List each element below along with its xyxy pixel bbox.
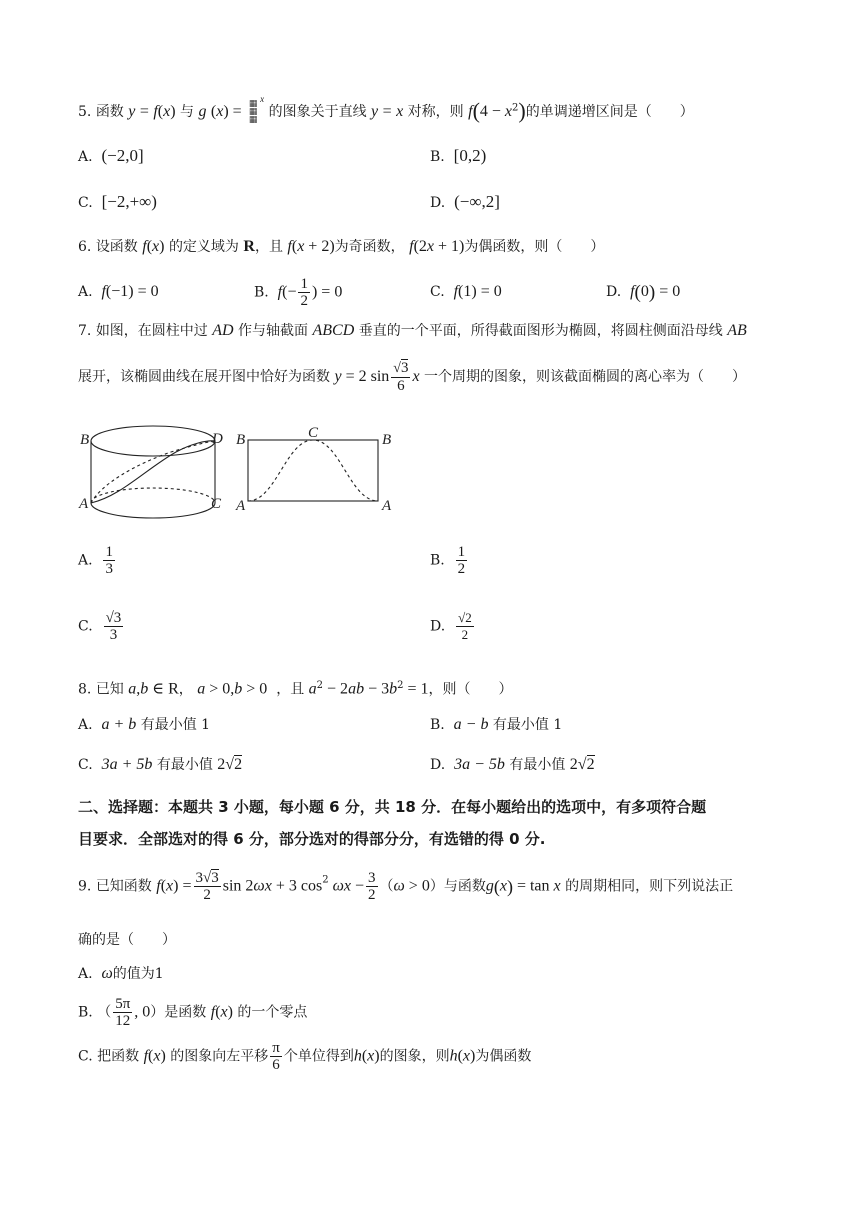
q5-option-d: D. (−∞,2] — [430, 192, 500, 211]
q9-option-c: C. 把函数 f(x) 的图象向左平移 $\frac{\pi}{6}$ 个单位得到h(x)的图象，则h(x)为偶函数 — [78, 1040, 532, 1073]
label-D: D — [212, 431, 223, 447]
q8-stem: 8. 已知 a,b ∈ R， a > 0,b > 0 ，且 $a^2 - 2ab - 3b^2 = 1$，则（ ） — [78, 680, 513, 698]
q7-number: 7. — [78, 323, 92, 339]
q9-stem-line2: 确的是（ ） — [78, 932, 176, 948]
q6-number: 6. — [78, 239, 92, 255]
q6-stem: 6. 设函数 f(x) 的定义域为 R，且 f(x + 2)为奇函数， f(2x + 1)为偶函数，则（ ） — [78, 238, 605, 255]
q5-option-c: C. [−2,+∞) — [78, 192, 157, 211]
q9-number: 9. — [78, 878, 92, 895]
q9-stem-line1: 9. 已知函数 f(x) = $\frac{3√3}{2}$ sin 2ωx + 3 $\cos^2 \omega x$ − $\frac{3}{2}$ （ω > 0）与函数g(x) = tan x 的周期相同，则下列说法正 — [78, 870, 734, 903]
section2-heading-line1: 二、选择题：本题共 3 小题，每小题 6 分，共 18 分．在每小题给出的选项中，有多项符合题 — [78, 798, 707, 816]
label-B: B — [80, 432, 90, 448]
unrolled-rectangle — [248, 440, 378, 501]
cylinder-bottom-front — [91, 503, 215, 518]
q8-number: 8. — [78, 681, 92, 698]
q5-stem: 5. 函数 y = f(x) 与 g (x) = ▦ ▦ ▦$^x$ 的图象关于直线 y = x 对称，则 $f(4 - x^2)$的单调递增区间是（ ） — [78, 94, 694, 125]
label-C: C — [211, 496, 222, 512]
q5-option-b: B. [0,2) — [430, 146, 487, 165]
q8-option-d: D. 3a − 5b 有最小值 2√2 — [430, 756, 595, 773]
svg-text:C: C — [308, 425, 319, 441]
q8-option-a: A. a + b 有最小值 1 — [78, 716, 211, 733]
svg-text:A: A — [382, 498, 392, 514]
svg-text:A: A — [236, 498, 246, 514]
cylinder-top-ellipse — [91, 426, 215, 456]
q9-option-a: A. ω的值为1 — [78, 965, 164, 982]
q5-option-a: A. (−2,0] — [78, 146, 144, 165]
section2-heading-line2: 目要求．全部选对的得 6 分，部分选对的得部分分，有选错的得 0 分. — [78, 830, 546, 848]
q7-option-a: A. $\frac{1}{3}$ — [78, 544, 113, 577]
svg-text:B: B — [236, 432, 246, 448]
svg-text:B: B — [382, 432, 392, 448]
unrolled-diagram — [248, 440, 378, 501]
cylinder-diagram — [91, 426, 215, 518]
ellipse-front-curve — [91, 441, 215, 503]
q8-option-c: C. 3a + 5b 有最小值 2√2 — [78, 756, 243, 773]
q7-option-d: D. $\frac{√2}{2}$ — [430, 610, 472, 642]
q7-option-b: B. $\frac{1}{2}$ — [430, 544, 466, 577]
q6-option-b: B. f(− $\frac{1}{2}$ ) = 0 — [254, 276, 343, 309]
q7-stem-line2: 展开，该椭圆曲线在展开图中恰好为函数 y = 2 sin $\frac{√3}{6}$ x 一个周期的图象，则该截面椭圆的离心率为（ ） — [78, 360, 747, 394]
q7-option-c: C. $\frac{√3}{3}$ — [78, 610, 122, 643]
sine-curve — [248, 440, 378, 501]
ellipse-back-curve — [91, 441, 215, 503]
q5-number: 5. — [78, 104, 92, 120]
label-A: A — [79, 496, 89, 512]
q6-option-c: C. f(1) = 0 — [430, 283, 502, 300]
q7-stem-line1: 7. 如图，在圆柱中过 AD 作与轴截面 ABCD 垂直的一个平面，所得截面图形为椭圆，将圆柱侧面沿母线 AB — [78, 322, 747, 339]
garbled-formula-graphic: ▦ ▦ ▦ — [248, 99, 258, 125]
q9-option-b: B. （ $\frac{5\pi}{12}$ , 0）是函数 f(x) 的一个零点 — [78, 996, 308, 1029]
q7-figure — [76, 424, 396, 524]
q6-option-a: A. f(−1) = 0 — [78, 283, 159, 300]
q6-option-d: D. f(0) = 0 — [606, 282, 681, 303]
q8-option-b: B. a − b 有最小值 1 — [430, 716, 563, 733]
